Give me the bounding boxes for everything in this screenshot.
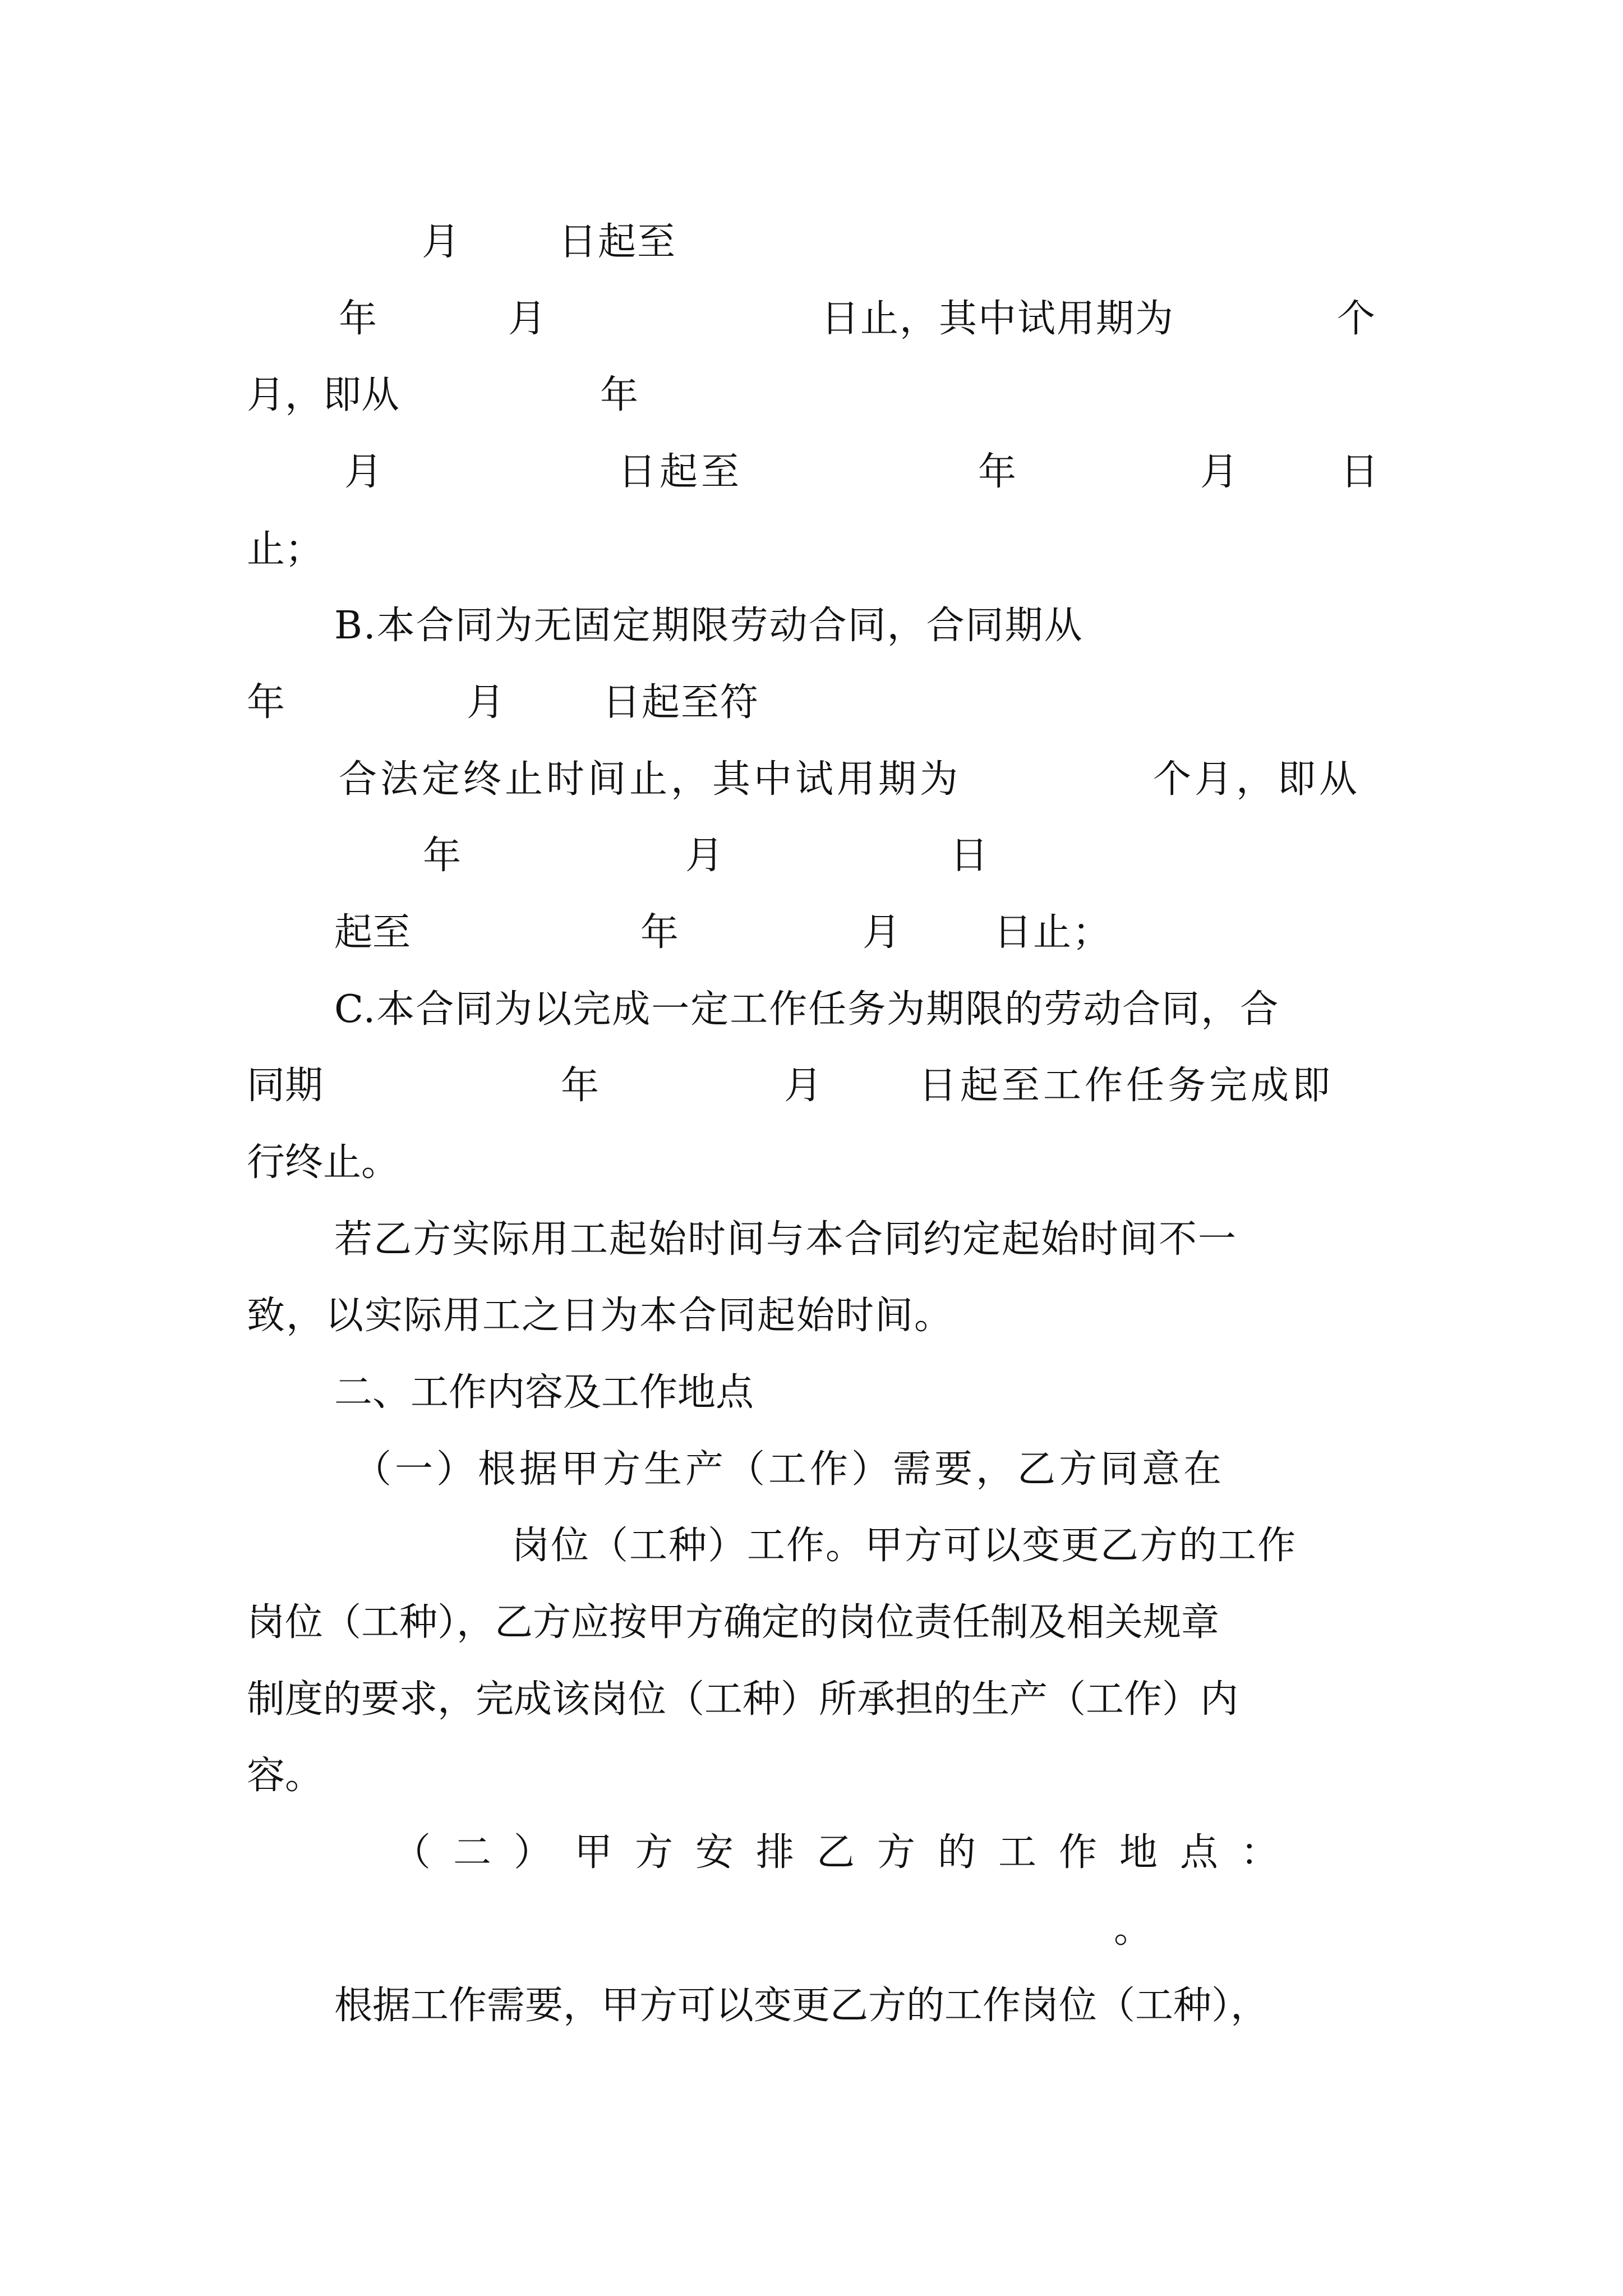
text-segment: 年 bbox=[640, 910, 679, 955]
text-line bbox=[0, 1978, 1623, 2045]
text-segment: 月，即从 bbox=[247, 373, 400, 417]
text-segment: 日止； bbox=[994, 910, 1112, 955]
text-segment: 日起至符 bbox=[602, 680, 760, 725]
text-segment: 岗位（工种）工作。甲方可以变更乙方的工作 bbox=[511, 1524, 1297, 1568]
text-segment: （一）根据甲方生产（工作）需要，乙方同意在 bbox=[353, 1447, 1225, 1492]
text-segment: 日起至 bbox=[559, 220, 677, 264]
text-line bbox=[0, 1748, 1623, 1815]
text-segment: 个 bbox=[1337, 297, 1376, 341]
text-segment: 根据工作需要，甲方可以变更乙方的工作岗位（工种）， bbox=[334, 1984, 1269, 2028]
section-heading-text: 二、工作内容及工作地点 bbox=[334, 1370, 754, 1415]
section-heading bbox=[0, 1365, 1623, 1432]
text-segment: C.本合同为以完成一定工作任务为期限的劳动合同，合 bbox=[334, 987, 1280, 1032]
text-segment: 年 bbox=[561, 1064, 600, 1108]
text-line bbox=[0, 1442, 1623, 1509]
text-line bbox=[0, 1288, 1623, 1355]
text-segment: 。 bbox=[1114, 1907, 1152, 1952]
text-segment: 年 bbox=[978, 450, 1017, 494]
text-line bbox=[0, 367, 1623, 435]
text-segment: 同期 bbox=[247, 1064, 324, 1108]
text-line bbox=[0, 675, 1623, 742]
text-segment: 日起至工作任务完成即 bbox=[919, 1064, 1334, 1108]
text-line bbox=[0, 1672, 1623, 1739]
text-segment: 月 bbox=[422, 220, 460, 264]
text-segment: 个月，即从 bbox=[1153, 757, 1361, 802]
text-segment: 月 bbox=[1200, 450, 1239, 494]
text-segment: 合法定终止时间止，其中试用期为 bbox=[339, 757, 962, 802]
text-segment: 容。 bbox=[247, 1754, 324, 1798]
text-line bbox=[0, 1595, 1623, 1662]
text-segment: 年 bbox=[247, 680, 285, 725]
text-line bbox=[0, 522, 1623, 589]
text-segment: 日 bbox=[950, 834, 989, 878]
text-segment: 若乙方实际用工起始时间与本合同约定起始时间不一 bbox=[334, 1217, 1238, 1262]
text-segment: B.本合同为无固定期限劳动合同，合同期从 bbox=[334, 604, 1083, 648]
text-line bbox=[0, 291, 1623, 358]
text-segment: 止； bbox=[247, 527, 324, 572]
text-line bbox=[0, 1518, 1623, 1585]
text-line bbox=[0, 214, 1623, 282]
text-segment: 月 bbox=[508, 297, 547, 341]
text-segment: 行终止。 bbox=[247, 1140, 400, 1185]
text-segment: 月 bbox=[863, 910, 901, 955]
text-segment: 日止，其中试用期为 bbox=[821, 297, 1175, 341]
text-segment: （二）甲方安排乙方的工作地点： bbox=[393, 1830, 1302, 1875]
text-segment: 年 bbox=[423, 834, 462, 878]
text-line bbox=[0, 444, 1623, 512]
text-segment: 日 bbox=[1340, 450, 1379, 494]
text-line bbox=[0, 905, 1623, 972]
text-segment: 年 bbox=[339, 297, 377, 341]
text-line bbox=[0, 1902, 1623, 1969]
text-segment: 月 bbox=[344, 450, 383, 494]
text-segment: 制度的要求，完成该岗位（工种）所承担的生产（工作）内 bbox=[247, 1677, 1239, 1722]
text-segment: 岗位（工种），乙方应按甲方确定的岗位责任制及相关规章 bbox=[247, 1600, 1220, 1645]
text-segment: 致，以实际用工之日为本合同起始时间。 bbox=[247, 1294, 954, 1338]
text-segment: 月 bbox=[467, 680, 505, 725]
text-line bbox=[0, 982, 1623, 1049]
text-segment: 年 bbox=[600, 373, 639, 417]
text-line bbox=[0, 1058, 1623, 1125]
text-segment: 月 bbox=[685, 834, 724, 878]
text-line bbox=[0, 752, 1623, 819]
text-segment: 起至 bbox=[334, 910, 411, 955]
text-line bbox=[0, 1825, 1623, 1892]
text-line bbox=[0, 1135, 1623, 1202]
text-line bbox=[0, 598, 1623, 665]
text-line bbox=[0, 1212, 1623, 1279]
text-segment: 月 bbox=[784, 1064, 823, 1108]
text-line bbox=[0, 828, 1623, 895]
text-segment: 日起至 bbox=[618, 450, 743, 494]
